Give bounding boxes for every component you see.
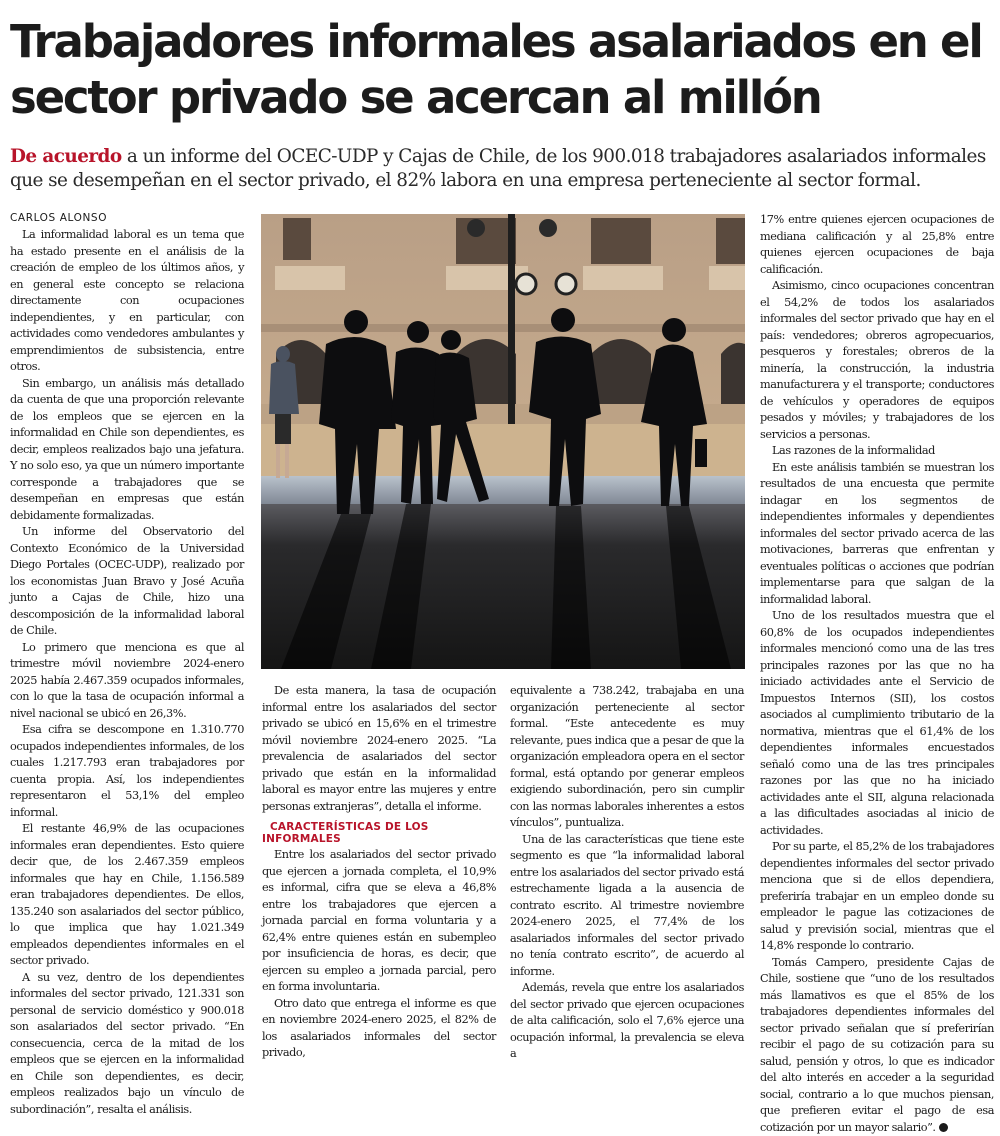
paragraph: De esta manera, la tasa de ocupación informal entre los asalariados del sector privado se ubicó en 15,6% en el trimestre móvil noviembre 2024-enero 2025. “La prevalencia de asalariados del sector privado que están en la informalidad laboral es mayor entre las mujeres y entre personas extranjeras”, detalla el informe.	[262, 683, 496, 815]
headline	[10, 14, 995, 126]
paragraph: Asimismo, cinco ocupaciones concentran el 54,2% de todos los asalariados informales del sector privado que hay en el país: vendedores; obreros agropecuarios, pesqueros y forestales; obreros de la minería, la construcción, la industria manufacturera y el transporte; conductores de vehículos y operadores de equipos pesados y móviles; y trabajadores de los servicios a personas.	[760, 278, 994, 443]
paragraph: Sin embargo, un análisis más detallado da cuenta de que una proporción relevante de los empleos que se ejercen en la informalidad en Chile son dependientes, es decir, empleos realizados bajo una jefatura. Y no solo eso, ya que un número importante corresponde a trabajadores que se desempeñan en empresas que están debidamente formalizadas.	[10, 376, 244, 525]
lead-line-2: que se desempeñan en el sector privado, el 82% labora en una empresa perteneciente al sector formal.	[10, 169, 990, 193]
paragraph: Uno de los resultados muestra que el 60,8% de los ocupados independientes informales mencionó como una de las tres principales razones por las que no ha iniciado actividades ante el Servicio de Impuestos Internos (SII), los costos asociados al cumplimiento tributario de la normativa, mientras que el 61,4% de los dependientes informales encuestados señaló como una de las tres principales razones por las que no ha iniciado actividades ante el SII, alguna relacionada a las dificultades asociadas al inicio de actividades.	[760, 608, 994, 839]
paragraph: Esa cifra se descompone en 1.310.770 ocupados independientes informales, de los cuales 1.217.793 eran trabajadores por cuenta propia. Así, los independientes representaron el 53,1% del empleo informal.	[10, 722, 244, 821]
paragraph-final	[760, 955, 994, 1136]
column-3	[510, 683, 744, 1063]
lead-line-1-text: a un informe del OCEC-UDP y Cajas de Chile, de los 900.018 trabajadores asalariados informales	[122, 146, 986, 167]
final-text: Tomás Campero, presidente Cajas de Chile, sostiene que “uno de los resultados más llamativos es que el 85% de los trabajadores dependientes informales del sector privado señalan que sí preferirían recibir el pago de su cotización para su salud, pensión y otros, lo que es indicador del alto interés en acceder a la seguridad social, contrario a lo que muchos piensan, que prefieren evitar el pago de esa cotización por un mayor salario”.	[760, 956, 994, 1134]
paragraph: El restante 46,9% de las ocupaciones informales eran dependientes. Esto quiere decir que, de los 2.467.359 empleos informales que hay en Chile, 1.156.589 eran trabajadores dependientes. De ellos, 135.240 son asalariados del sector público, lo que implica que hay 1.021.349 empleados dependientes informales en el sector privado.	[10, 821, 244, 970]
paragraph: A su vez, dentro de los dependientes informales del sector privado, 121.331 son personal de servicio doméstico y 900.018 son asalariados del sector privado. “En consecuencia, cerca de la mitad de los empleos que se ejercen en la informalidad en Chile son dependientes, es decir, empleos realizados bajo un vínculo de subordinación”, resalta el análisis.	[10, 970, 244, 1119]
paragraph: Otro dato que entrega el informe es que en noviembre 2024-enero 2025, el 82% de los asalariados informales del sector privado,	[262, 996, 496, 1062]
end-mark-icon	[939, 1123, 948, 1132]
paragraph: Por su parte, el 85,2% de los trabajadores dependientes informales del sector privado menciona que si de ellos dependiera, preferiría trabajar en un empleo donde su empleador le pague las cotizaciones de salud y previsión social, mientras que el 14,8% responde lo contrario.	[760, 839, 994, 955]
section-heading: CARACTERÍSTICAS DE LOS INFORMALES	[262, 821, 496, 845]
paragraph: 17% entre quienes ejercen ocupaciones de mediana calificación y al 25,8% entre quienes ejercen ocupaciones de baja calificación.	[760, 212, 994, 278]
column-4	[760, 212, 994, 1136]
byline: CARLOS ALONSO	[10, 212, 250, 224]
lead-line-1	[10, 145, 990, 169]
paragraph: equivalente a 738.242, trabajaba en una organización perteneciente al sector formal. “Este antecedente es muy relevante, pues indica que a pesar de que la organización empleadora opera en el sector formal, está optando por generar empleos exigiendo subordinación, pero sin cumplir con las normas laborales inherentes a estos vínculos”, puntualiza.	[510, 683, 744, 832]
lead-paragraph	[10, 145, 990, 193]
paragraph: Además, revela que entre los asalariados del sector privado que ejercen ocupaciones de alta calificación, solo el 7,6% ejerce una ocupación informal, la prevalencia se eleva a	[510, 980, 744, 1063]
paragraph: Entre los asalariados del sector privado que ejercen a jornada completa, el 10,9% es informal, cifra que se eleva a 46,8% entre los trabajadores que ejercen a jornada parcial en forma voluntaria y a 62,4% entre quienes están en subempleo por insuficiencia de horas, es decir, que ejercen su empleo a jornada parcial, pero en forma involuntaria.	[262, 847, 496, 996]
paragraph: Lo primero que menciona es que al trimestre móvil noviembre 2024-enero 2025 había 2.467.359 ocupados informales, con lo que la tasa de ocupación informal a nivel nacional se ubicó en 26,3%.	[10, 640, 244, 723]
column-2	[262, 683, 496, 1062]
paragraph: Una de las características que tiene este segmento es que “la informalidad laboral entre los asalariados del sector privado está estrechamente ligada a la ausencia de contrato escrito. Al trimestre noviembre 2024-enero 2025, el 77,4% de los asalariados informales del sector privado no tenía contrato escrito”, de acuerdo al informe.	[510, 832, 744, 981]
column-1	[10, 227, 244, 1118]
paragraph: La informalidad laboral es un tema que ha estado presente en el análisis de la creación de empleo de los últimos años, y en general este concepto se relaciona directamente con ocupaciones independientes, y en particular, con actividades como vendedores ambulantes y emprendimientos de subsistencia, entre otros.	[10, 227, 244, 376]
lead-in: De acuerdo	[10, 146, 122, 167]
paragraph: En este análisis también se muestran los resultados de una encuesta que permite indagar en los segmentos de independientes informales y dependientes informales del sector privado acerca de las motivaciones, barreras que enfrentan y eventuales políticas o acciones que podrían implementarse para que salgan de la informalidad laboral.	[760, 460, 994, 609]
headline-line-2: sector privado se acercan al millón	[10, 70, 995, 126]
subheading: Las razones de la informalidad	[760, 443, 994, 460]
paragraph: Un informe del Observatorio del Contexto Económico de la Universidad Diego Portales (OCEC-UDP), realizado por los economistas Juan Bravo y José Acuña junto a Cajas de Chile, hizo una descomposición de la informalidad laboral de Chile.	[10, 524, 244, 640]
article-photo	[261, 214, 745, 669]
headline-line-1: Trabajadores informales asalariados en el	[10, 14, 995, 70]
photo-illustration	[261, 214, 745, 669]
